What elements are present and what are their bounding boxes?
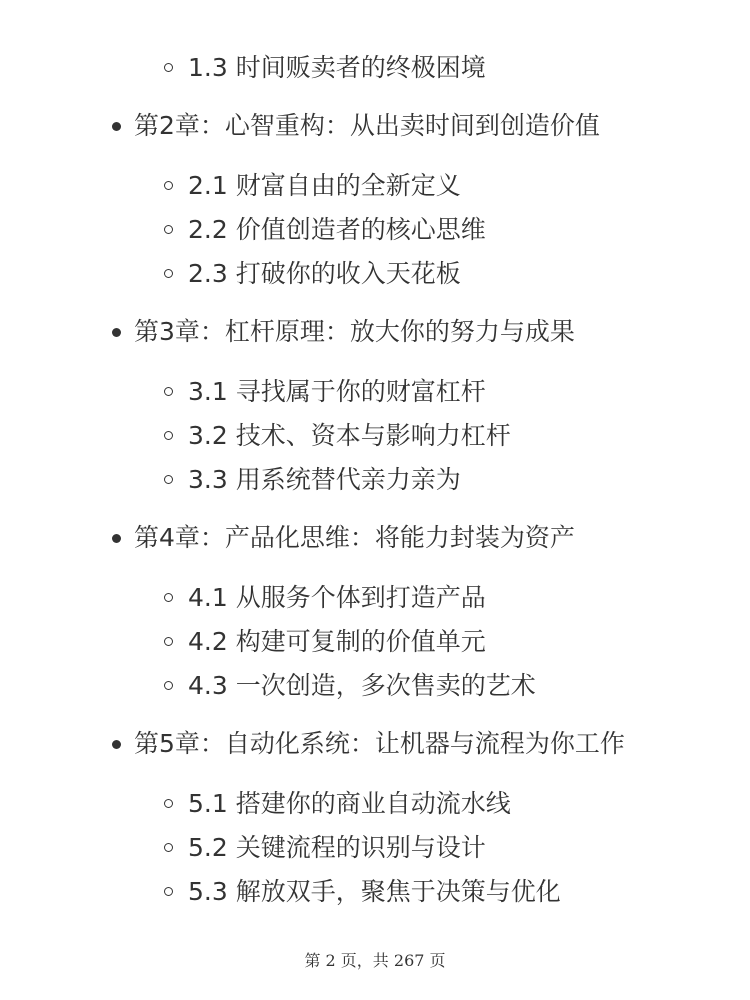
- hollow-bullet-icon: [164, 431, 173, 440]
- toc-section-2-1: [0, 164, 750, 208]
- hollow-bullet-icon: [164, 269, 173, 278]
- section-title: 构建可复制的价值单元: [235, 627, 486, 656]
- hollow-bullet-icon: [164, 637, 173, 646]
- toc-section-3-1: [0, 370, 750, 414]
- toc-section-5-1: [0, 782, 750, 826]
- section-title: 用系统替代亲力亲为: [235, 465, 461, 494]
- filled-bullet-icon: [112, 122, 121, 131]
- chapter-heading: [0, 102, 750, 150]
- section-number: 4.3: [188, 671, 228, 700]
- section-number: 2.2: [188, 215, 228, 244]
- chapter-heading: [0, 720, 750, 768]
- hollow-bullet-icon: [164, 63, 173, 72]
- section-number: 3.2: [188, 421, 228, 450]
- filled-bullet-icon: [112, 328, 121, 337]
- chapter-heading: [0, 308, 750, 356]
- toc-section-3-2: [0, 414, 750, 458]
- hollow-bullet-icon: [164, 887, 173, 896]
- toc-list: [0, 46, 750, 914]
- hollow-bullet-icon: [164, 475, 173, 484]
- section-number: 4.1: [188, 583, 228, 612]
- chapter-title: 第2章：心智重构：从出卖时间到创造价值: [134, 111, 600, 140]
- section-number: 2.3: [188, 259, 228, 288]
- toc-section-4-3: [0, 664, 750, 708]
- toc-section-2-2: [0, 208, 750, 252]
- toc-chapter-5: [0, 720, 750, 914]
- toc-chapter-3: [0, 308, 750, 502]
- toc-chapter-2: [0, 102, 750, 296]
- section-title: 解放双手，聚焦于决策与优化: [235, 877, 561, 906]
- section-number: 5.1: [188, 789, 228, 818]
- section-number: 3.1: [188, 377, 228, 406]
- hollow-bullet-icon: [164, 799, 173, 808]
- chapter-heading: [0, 514, 750, 562]
- toc-section-5-2: [0, 826, 750, 870]
- chapter-title: 第5章：自动化系统：让机器与流程为你工作: [134, 729, 625, 758]
- toc-section-4-2: [0, 620, 750, 664]
- section-number: 3.3: [188, 465, 228, 494]
- toc-chapter-4: [0, 514, 750, 708]
- hollow-bullet-icon: [164, 387, 173, 396]
- hollow-bullet-icon: [164, 181, 173, 190]
- section-title: 关键流程的识别与设计: [235, 833, 486, 862]
- section-number: 1.3: [188, 53, 228, 82]
- section-number: 2.1: [188, 171, 228, 200]
- section-number: 4.2: [188, 627, 228, 656]
- section-title: 搭建你的商业自动流水线: [235, 789, 511, 818]
- toc-section-4-1: [0, 576, 750, 620]
- toc-section-5-3: [0, 870, 750, 914]
- hollow-bullet-icon: [164, 843, 173, 852]
- section-title: 寻找属于你的财富杠杆: [235, 377, 486, 406]
- section-title: 技术、资本与影响力杠杆: [235, 421, 511, 450]
- hollow-bullet-icon: [164, 225, 173, 234]
- hollow-bullet-icon: [164, 681, 173, 690]
- section-number: 5.3: [188, 877, 228, 906]
- toc-section-2-3: [0, 252, 750, 296]
- page-number-text: 第 2 页，共 267 页: [304, 951, 446, 970]
- section-title: 时间贩卖者的终极困境: [235, 53, 486, 82]
- filled-bullet-icon: [112, 534, 121, 543]
- section-number: 5.2: [188, 833, 228, 862]
- chapter-title: 第4章：产品化思维：将能力封装为资产: [134, 523, 575, 552]
- hollow-bullet-icon: [164, 593, 173, 602]
- page-footer: [0, 948, 750, 971]
- filled-bullet-icon: [112, 740, 121, 749]
- section-title: 价值创造者的核心思维: [235, 215, 486, 244]
- toc-section-1-3: [0, 46, 750, 90]
- section-title: 财富自由的全新定义: [235, 171, 461, 200]
- section-title: 一次创造，多次售卖的艺术: [235, 671, 536, 700]
- previous-chapter-sections: [0, 46, 750, 90]
- section-title: 从服务个体到打造产品: [235, 583, 486, 612]
- chapter-title: 第3章：杠杆原理：放大你的努力与成果: [134, 317, 575, 346]
- section-title: 打破你的收入天花板: [235, 259, 461, 288]
- toc-section-3-3: [0, 458, 750, 502]
